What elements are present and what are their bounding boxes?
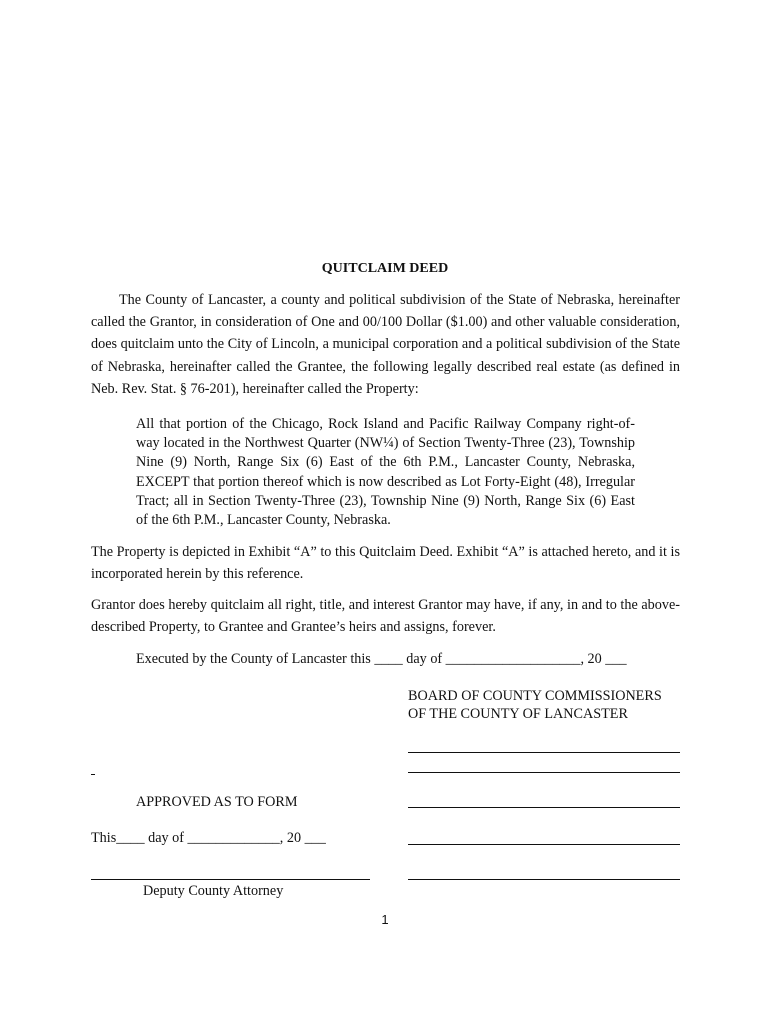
commissioner-signature-line xyxy=(408,772,680,773)
exhibit-paragraph: The Property is depicted in Exhibit “A” to this Quitclaim Deed. Exhibit “A” is attached hereto, and it is incorporated herein by this reference. xyxy=(91,544,680,583)
board-heading xyxy=(408,687,662,723)
commissioner-signature-line xyxy=(408,879,680,880)
executed-line: Executed by the County of Lancaster this ____ day of ___________________, 20 ___ xyxy=(136,651,627,667)
page-number: 1 xyxy=(381,912,389,927)
commissioner-signature-line xyxy=(408,807,680,808)
grant-paragraph: Grantor does hereby quitclaim all right, title, and interest Grantor may have, if any, in and to the above-described Property, to Grantee and Grantee’s heirs and assigns, forever. xyxy=(91,597,680,636)
board-line-1: BOARD OF COUNTY COMMISSIONERS xyxy=(408,688,662,704)
commissioner-signature-line xyxy=(408,844,680,845)
attorney-signature-line xyxy=(91,879,370,880)
approved-as-to-form-label: APPROVED AS TO FORM xyxy=(136,794,298,810)
intro-paragraph: The County of Lancaster, a county and political subdivision of the State of Nebraska, hereinafter called the Grantor, in consideration of One and 00/100 Dollar ($1.00) and other valuable consideration, does quitclaim unto the City of Lincoln, a municipal corporation and a political subdivision of the State of Nebraska, hereinafter called the Grantee, the following legally described real estate (as defined in Neb. Rev. Stat. § 76-201), hereinafter called the Property: xyxy=(91,292,680,397)
approval-date-line: This____ day of _____________, 20 ___ xyxy=(91,830,326,846)
dash-mark xyxy=(91,774,95,775)
deputy-county-attorney-label: Deputy County Attorney xyxy=(143,883,284,899)
legal-description: All that portion of the Chicago, Rock Island and Pacific Railway Company right-of-way located in the Northwest Quarter (NW¼) of Section Twenty-Three (23), Township Nine (9) North, Range Six (6) East of the 6th P.M., Lancaster County, Nebraska, EXCEPT that portion thereof which is now described as Lot Forty-Eight (48), Irregular Tract; all in Section Twenty-Three (23), Township Nine (9) North, Range Six (6) East of the 6th P.M., Lancaster County, Nebraska. xyxy=(136,416,635,529)
commissioner-signature-line xyxy=(408,752,680,753)
page-title: QUITCLAIM DEED xyxy=(321,261,449,276)
board-line-2: OF THE COUNTY OF LANCASTER xyxy=(408,706,628,722)
